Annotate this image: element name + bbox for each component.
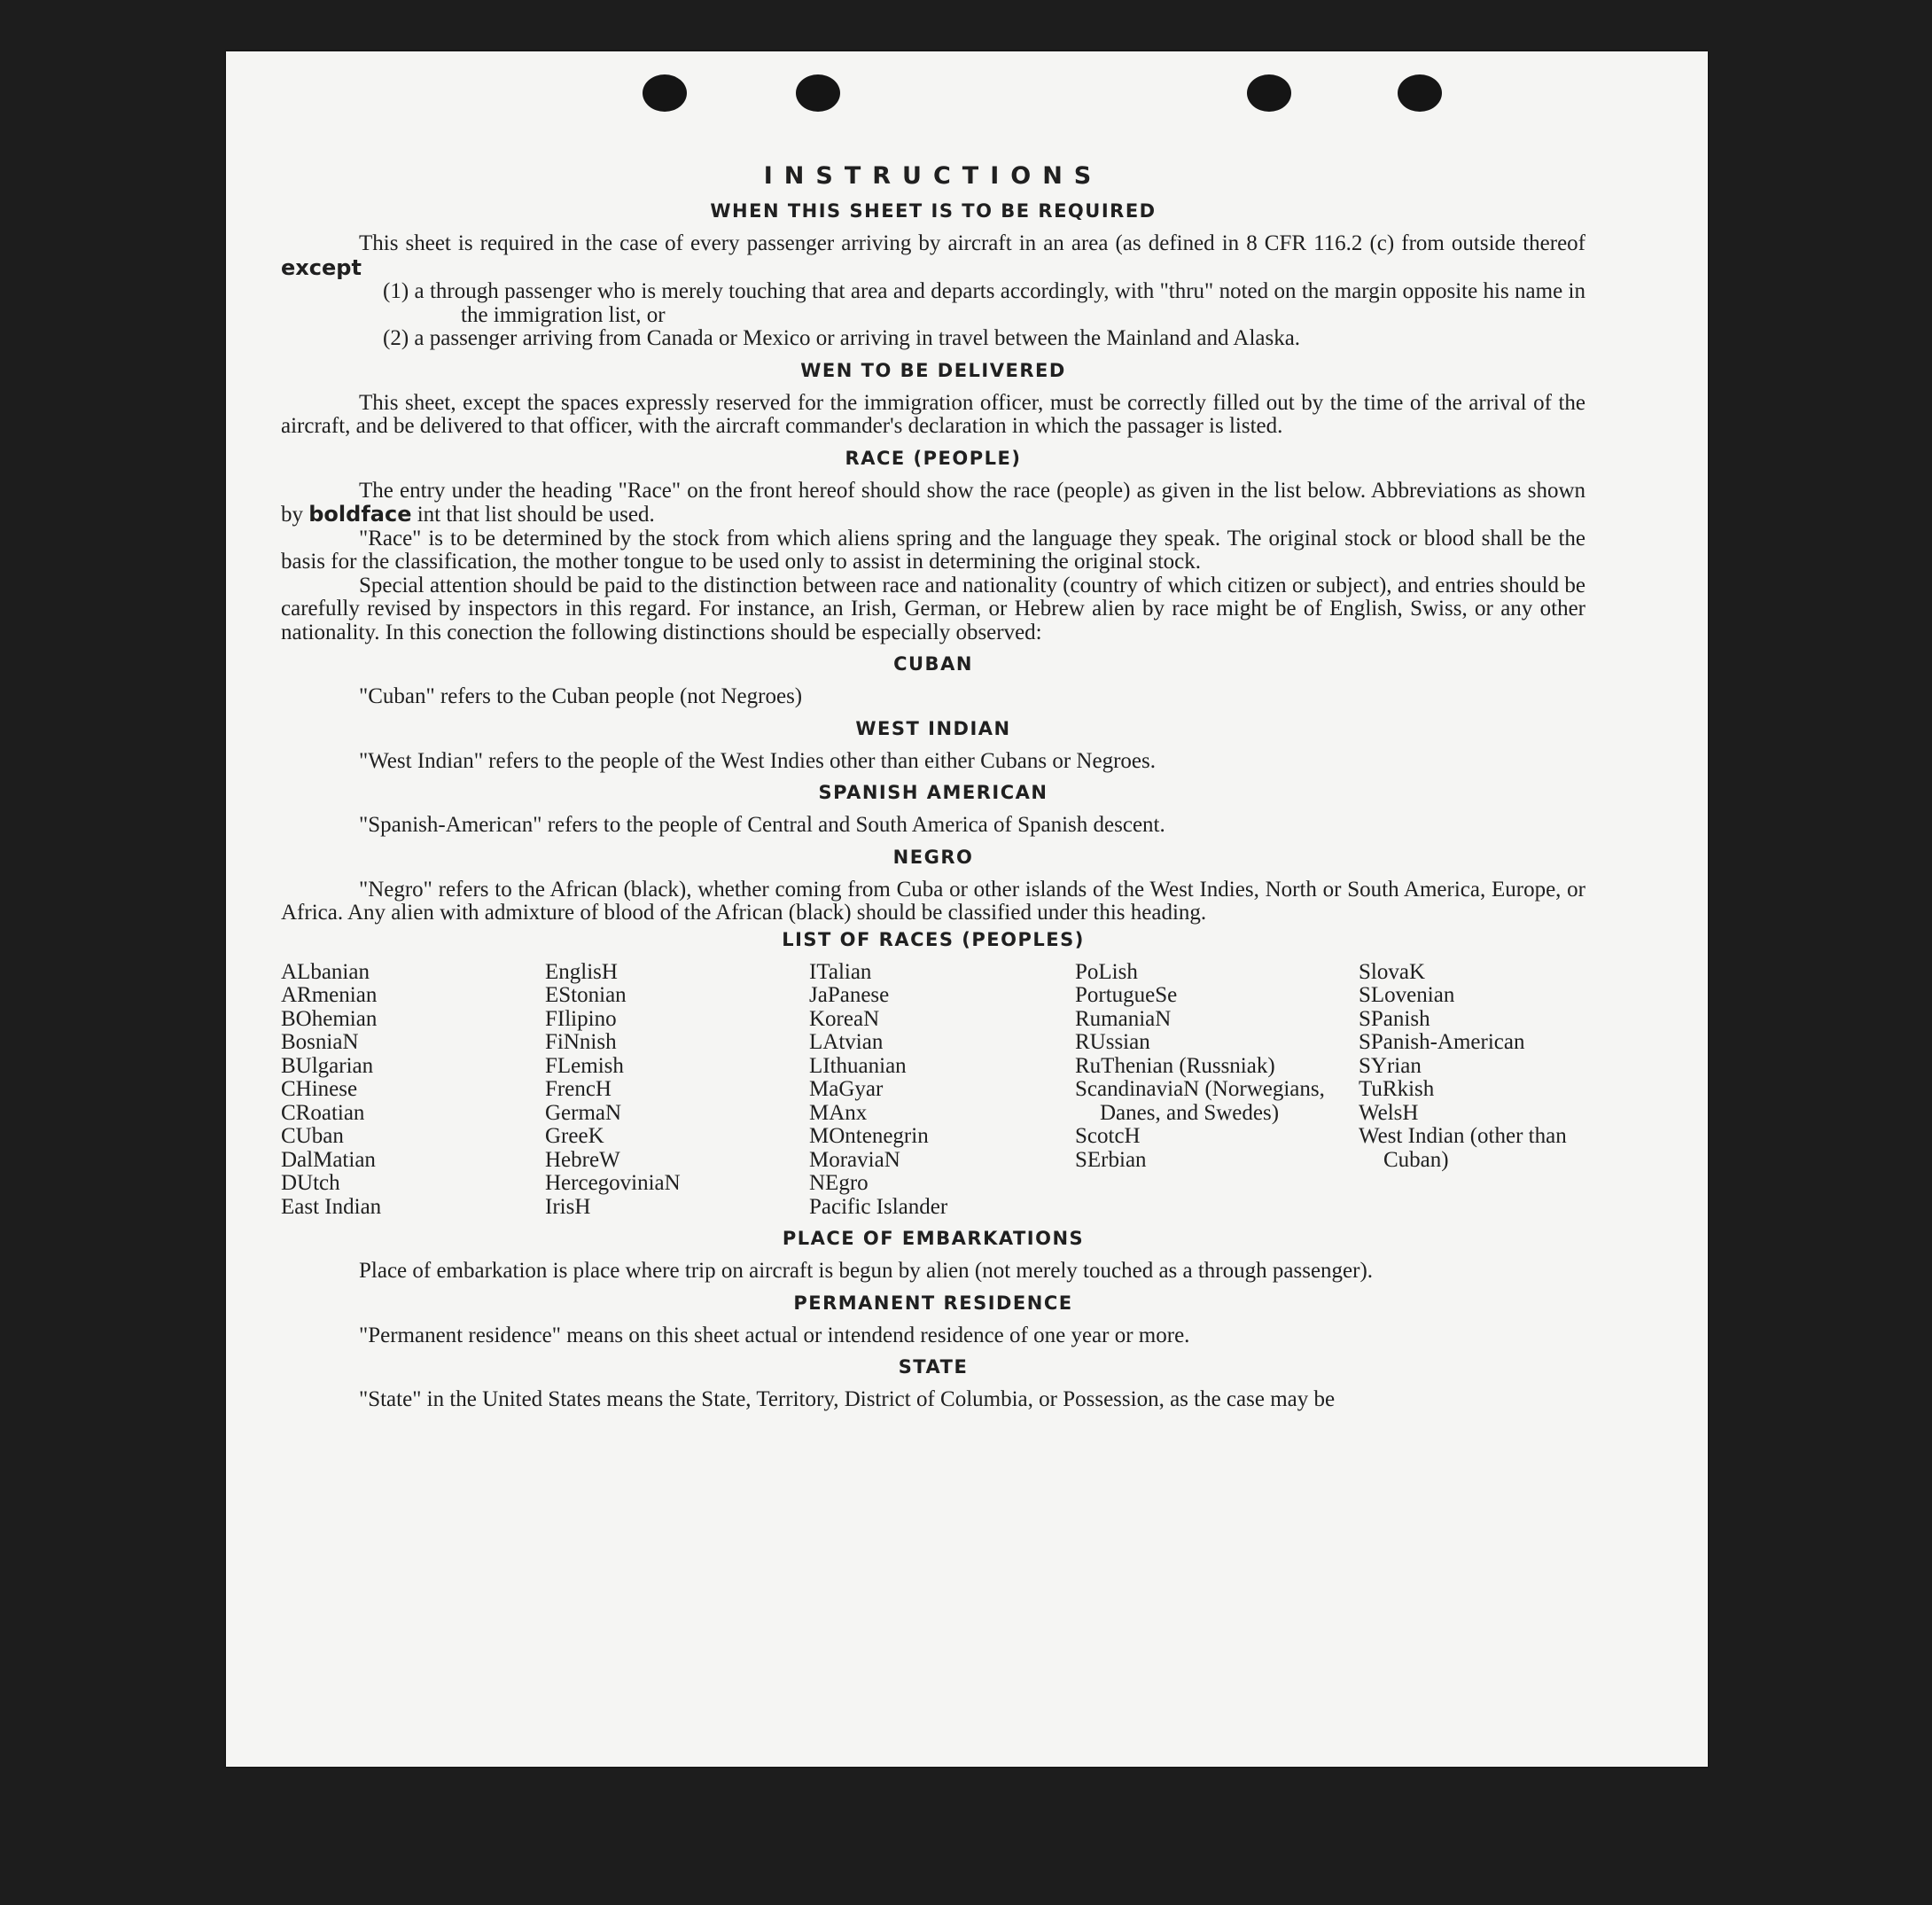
race-entry: HercegoviniaN bbox=[545, 1171, 681, 1195]
race-entry: CRoatian bbox=[281, 1100, 365, 1125]
race-entry: SPanish-American bbox=[1359, 1030, 1525, 1054]
race-entry: ScotcH bbox=[1075, 1124, 1141, 1148]
race-entry: MaGyar bbox=[809, 1077, 884, 1101]
race-entry: GermaN bbox=[545, 1100, 622, 1125]
race-entry: BOhemian bbox=[281, 1006, 378, 1031]
boldface-keyword: boldface bbox=[308, 502, 412, 527]
races-column bbox=[281, 961, 545, 1220]
race-entry: RuThenian (Russniak) bbox=[1075, 1053, 1275, 1078]
negro-text: "Negro" refers to the African (black), whether coming from Cuba or other islands of the West Indies, North or South America, Europe, or Africa. Any alien with admixture of blood of the African (black) should be classified under this heading. bbox=[281, 877, 1585, 925]
punch-hole bbox=[1247, 74, 1291, 112]
race-entry: ScandinaviaN (Norwegians, Danes, and Swedes) bbox=[1075, 1077, 1325, 1125]
exception-item-1: (1) a through passenger who is merely touching that area and departs accordingly, with "thru" noted on the margin opposite his name in the immigration list, or bbox=[383, 279, 1585, 327]
except-keyword: except bbox=[281, 254, 362, 280]
race-paragraph-2: "Race" is to be determined by the stock from which aliens spring and the language they speak. The original stock or blood shall be the basis for the classification, the mother tongue to be used only to assist in determining the original stock. bbox=[281, 526, 1585, 574]
heading-west-indian: WEST INDIAN bbox=[855, 717, 1011, 739]
race-entry: PoLish bbox=[1075, 959, 1138, 984]
race-entry: FrencH bbox=[545, 1077, 612, 1101]
punch-hole bbox=[1398, 74, 1442, 112]
race-entry: SLovenian bbox=[1359, 983, 1455, 1007]
race-entry: HebreW bbox=[545, 1147, 620, 1172]
heading-cuban: CUBAN bbox=[893, 653, 973, 675]
state-text: "State" in the United States means the State, Territory, District of Columbia, or Possession, as the case may be bbox=[359, 1387, 1336, 1411]
heading-delivered: WEN TO BE DELIVERED bbox=[800, 359, 1066, 381]
heading-embarkation: PLACE OF EMBARKATIONS bbox=[782, 1228, 1085, 1249]
race-paragraph-1: The entry under the heading "Race" on the front hereof should show the race (people) as given in the list below. Abbreviations as shown by boldface int that list should be used. bbox=[281, 478, 1585, 527]
heading-races-list: LIST OF RACES (PEOPLES) bbox=[782, 928, 1085, 950]
heading-negro: NEGRO bbox=[892, 846, 974, 868]
race-entry: EnglisH bbox=[545, 959, 618, 984]
race-entry: FiNnish bbox=[545, 1030, 617, 1054]
race-entry: FIlipino bbox=[545, 1006, 617, 1031]
race-entry: SPanish bbox=[1359, 1006, 1430, 1031]
race-entry: ARmenian bbox=[281, 983, 378, 1007]
race-entry: MAnx bbox=[809, 1100, 868, 1125]
race-entry: EStonian bbox=[545, 983, 627, 1007]
race-entry: GreeK bbox=[545, 1124, 604, 1148]
race-entry: SlovaK bbox=[1359, 959, 1425, 984]
race-entry: SYrian bbox=[1359, 1053, 1422, 1078]
race-entry: RUssian bbox=[1075, 1030, 1150, 1054]
races-list bbox=[281, 961, 1585, 1220]
west-indian-text: "West Indian" refers to the people of the West Indies other than either Cubans or Negroes. bbox=[359, 748, 1156, 773]
race-entry: BUlgarian bbox=[281, 1053, 374, 1078]
heading-state: STATE bbox=[898, 1356, 969, 1378]
instruction-sheet bbox=[226, 51, 1708, 1767]
race-entry: CHinese bbox=[281, 1077, 358, 1101]
embarkation-text: Place of embarkation is place where trip on aircraft is begun by alien (not merely touched as a through passenger). bbox=[359, 1259, 1374, 1283]
race-entry: IrisH bbox=[545, 1194, 591, 1219]
cuban-text: "Cuban" refers to the Cuban people (not Negroes) bbox=[359, 684, 803, 708]
race-entry: ITalian bbox=[809, 959, 872, 984]
race-entry: FLemish bbox=[545, 1053, 624, 1078]
race-entry: NEgro bbox=[809, 1171, 869, 1195]
races-column bbox=[1075, 961, 1359, 1220]
race-entry: ALbanian bbox=[281, 959, 370, 984]
punch-hole bbox=[796, 74, 840, 112]
race-entry: SErbian bbox=[1075, 1147, 1147, 1172]
heading-required: WHEN THIS SHEET IS TO BE REQUIRED bbox=[710, 200, 1157, 222]
race-entry: TuRkish bbox=[1359, 1077, 1435, 1101]
race-entry: PortugueSe bbox=[1075, 983, 1178, 1007]
race-entry: LIthuanian bbox=[809, 1053, 907, 1078]
race-entry: BosniaN bbox=[281, 1030, 359, 1054]
heading-spanish-american: SPANISH AMERICAN bbox=[818, 782, 1048, 803]
heading-race: RACE (PEOPLE) bbox=[845, 447, 1022, 469]
required-intro: This sheet is required in the case of every passenger arriving by aircraft in an area (as defined in 8 CFR 116.2 (c) from outside thereof except bbox=[281, 231, 1585, 280]
page-title: INSTRUCTIONS bbox=[763, 162, 1103, 190]
race-entry: DUtch bbox=[281, 1171, 340, 1195]
race-entry: West Indian (other than Cuban) bbox=[1359, 1124, 1567, 1172]
race-entry: JaPanese bbox=[809, 983, 890, 1007]
races-column bbox=[809, 961, 1075, 1220]
race-entry: MOntenegrin bbox=[809, 1124, 929, 1148]
punch-hole bbox=[643, 74, 687, 112]
race-entry: MoraviaN bbox=[809, 1147, 900, 1172]
races-column bbox=[545, 961, 809, 1220]
race-entry: WelsH bbox=[1359, 1100, 1419, 1125]
spanish-american-text: "Spanish-American" refers to the people of Central and South America of Spanish descent. bbox=[359, 813, 1165, 837]
races-column bbox=[1359, 961, 1585, 1220]
exception-item-2: (2) a passenger arriving from Canada or Mexico or arriving in travel between the Mainland and Alaska. bbox=[383, 326, 1301, 350]
race-entry: RumaniaN bbox=[1075, 1006, 1172, 1031]
race-entry: LAtvian bbox=[809, 1030, 884, 1054]
race-paragraph-3: Special attention should be paid to the distinction between race and nationality (country of which citizen or subject), and entries should be carefully revised by inspectors in this regard. For instance, an Irish, German, or Hebrew alien by race might be of English, Swiss, or any other nationality. In this conection the following distinctions should be especially observed: bbox=[281, 573, 1585, 644]
document-body bbox=[281, 162, 1585, 1412]
delivered-text: This sheet, except the spaces expressly reserved for the immigration officer, must be correctly filled out by the time of the arrival of the aircraft, and be delivered to that officer, with the aircraft commander's declaration in which the passager is listed. bbox=[281, 390, 1585, 438]
race-entry: East Indian bbox=[281, 1194, 382, 1219]
race-entry: CUban bbox=[281, 1124, 344, 1148]
race-entry: DalMatian bbox=[281, 1147, 376, 1172]
race-entry: Pacific Islander bbox=[809, 1194, 948, 1219]
heading-residence: PERMANENT RESIDENCE bbox=[793, 1292, 1073, 1314]
race-entry: KoreaN bbox=[809, 1006, 880, 1031]
residence-text: "Permanent residence" means on this sheet actual or intendend residence of one year or more. bbox=[359, 1323, 1190, 1347]
